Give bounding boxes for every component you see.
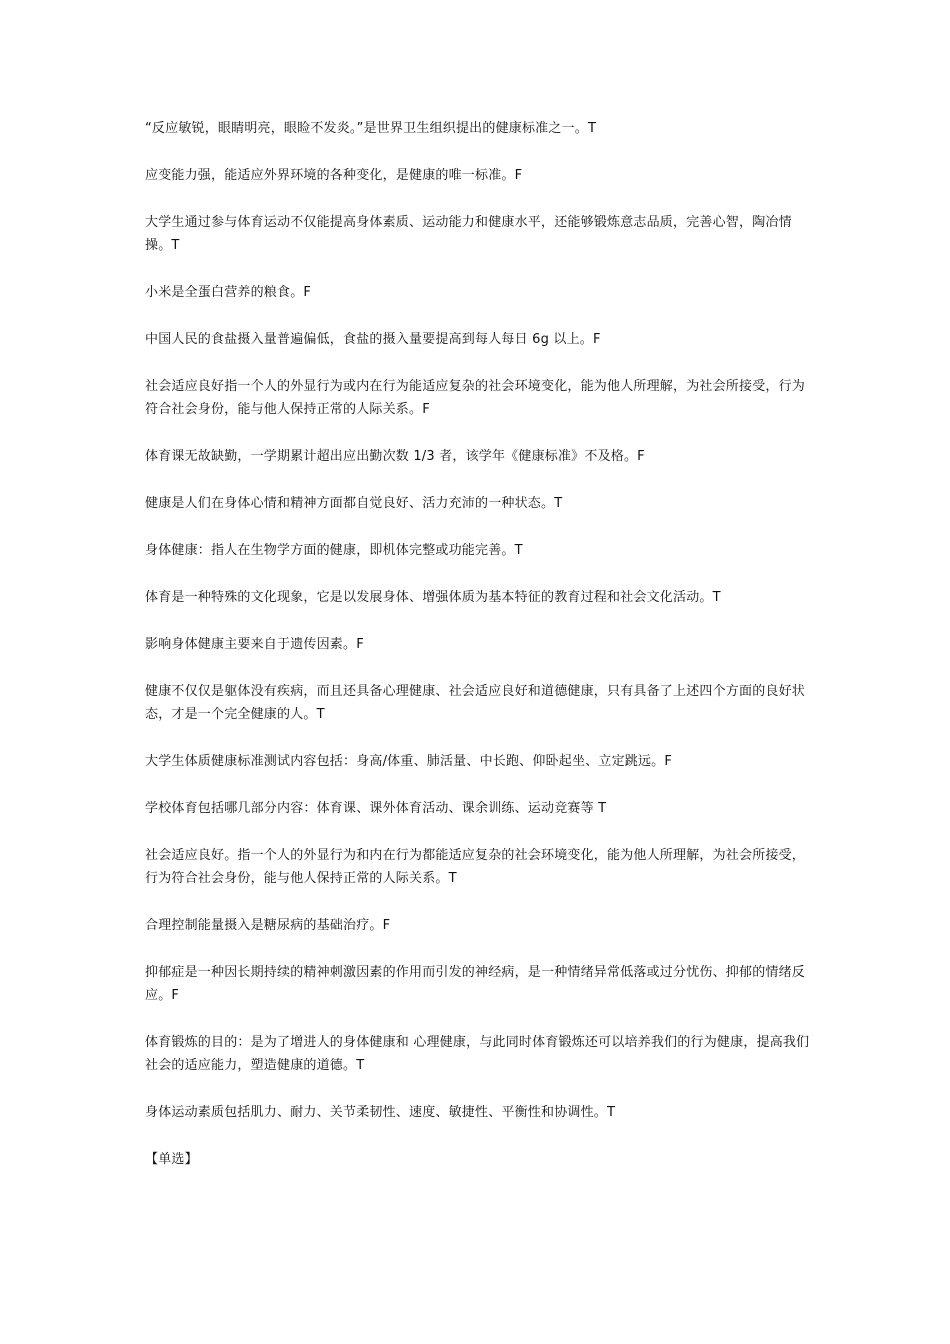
statement-item: 体育课无故缺勤，一学期累计超出应出勤次数 1/3 者，该学年《健康标准》不及格。F	[145, 449, 645, 464]
statement-item: 健康是人们在身体心情和精神方面都自觉良好、活力充沛的一种状态。T	[145, 496, 563, 511]
statement-item: 社会适应良好。指一个人的外显行为和内在行为都能适应复杂的社会环境变化，能为他人所理解，为社会所接受，行为符合社会身份，能与他人保持正常的人际关系。T	[145, 848, 806, 886]
statement-item: 小米是全蛋白营养的粮食。F	[145, 285, 312, 300]
statement-item: 社会适应良好指一个人的外显行为或内在行为能适应复杂的社会环境变化，能为他人所理解，为社会所接受，行为符合社会身份，能与他人保持正常的人际关系。F	[145, 379, 806, 417]
statement-list	[145, 117, 810, 1171]
statement-item: 中国人民的食盐摄入量普遍偏低，食盐的摄入量要提高到每人每日 6g 以上。F	[145, 332, 601, 347]
statement-item: “反应敏锐，眼睛明亮，眼睑不发炎。”是世界卫生组织提出的健康标准之一。T	[145, 121, 597, 136]
statement-item: 合理控制能量摄入是糖尿病的基础治疗。F	[145, 918, 391, 933]
statement-item: 大学生体质健康标准测试内容包括：身高/体重、肺活量、中长跑、仰卧起坐、立定跳远。F	[145, 754, 673, 769]
statement-item: 影响身体健康主要来自于遗传因素。F	[145, 637, 364, 652]
statement-item: 抑郁症是一种因长期持续的精神刺激因素的作用而引发的神经病，是一种情绪异常低落或过分忧伤、抑郁的情绪反应。F	[145, 965, 806, 1003]
statement-item: 体育是一种特殊的文化现象，它是以发展身体、增强体质为基本特征的教育过程和社会文化活动。T	[145, 590, 721, 605]
section-heading: 【单选】	[145, 1152, 198, 1167]
statement-item: 健康不仅仅是躯体没有疾病，而且还具备心理健康、社会适应良好和道德健康，只有具备了上述四个方面的良好状态，才是一个完全健康的人。T	[145, 684, 806, 722]
statement-item: 应变能力强，能适应外界环境的各种变化，是健康的唯一标准。F	[145, 168, 523, 183]
statement-item: 身体健康：指人在生物学方面的健康，即机体完整或功能完善。T	[145, 543, 523, 558]
statement-item: 身体运动素质包括肌力、耐力、关节柔韧性、速度、敏捷性、平衡性和协调性。T	[145, 1105, 616, 1120]
statement-item: 学校体育包括哪几部分内容：体育课、课外体育活动、课余训练、运动竞赛等 T	[145, 801, 607, 816]
statement-item: 体育锻炼的目的：是为了增进人的身体健康和 心理健康，与此同时体育锻炼还可以培养我们的行为健康，提高我们社会的适应能力，塑造健康的道德。T	[145, 1035, 810, 1073]
statement-item: 大学生通过参与体育运动不仅能提高身体素质、运动能力和健康水平，还能够锻炼意志品质，完善心智，陶冶情操。T	[145, 215, 792, 253]
